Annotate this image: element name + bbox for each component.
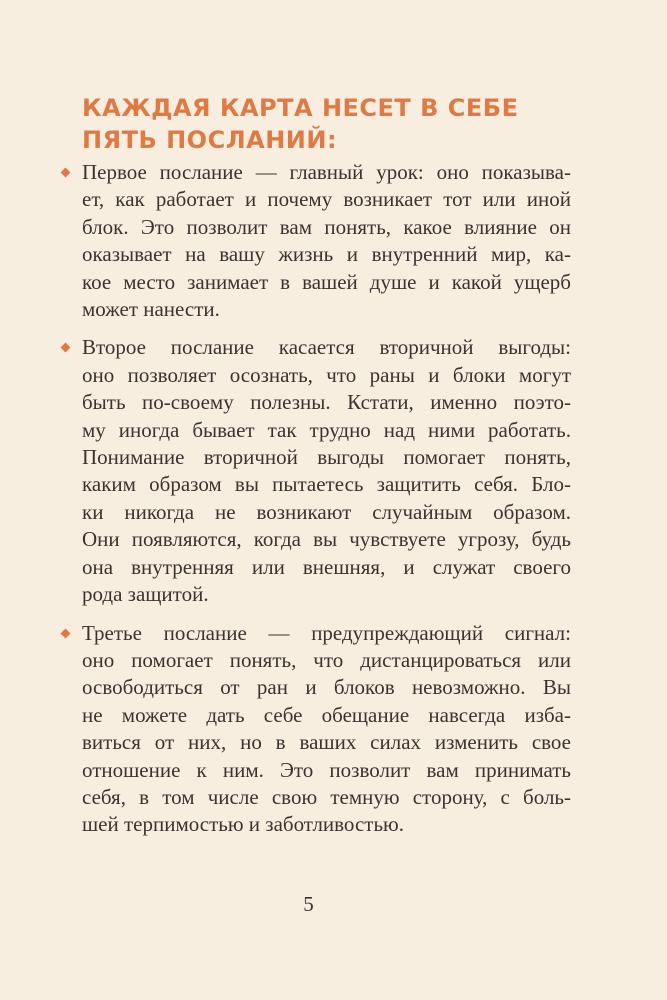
text-line: каким образом вы пытаетесь защитить себя. Бло-: [82, 472, 571, 497]
text-line: рода защитой.: [82, 582, 209, 607]
text-line: не можете дать себе обещание навсегда изба-: [82, 702, 571, 727]
list-item-second-message: [82, 334, 571, 608]
text-line: му иногда бывает так трудно над ними работать.: [82, 417, 571, 442]
text-line: Понимание вторичной выгоды помогает понять,: [82, 445, 571, 470]
page-number: 5: [303, 892, 314, 916]
bullet-diamond-icon: [61, 628, 71, 638]
text-line: Они появляются, когда вы чувствуете угрозу, будь: [82, 527, 571, 552]
text-line: кое место занимает в вашей душе и какой ущерб: [82, 269, 571, 294]
list-item-first-message: [82, 159, 571, 323]
text-line: ет, как работает и почему возникает тот или иной: [82, 187, 571, 212]
text-line: виться от них, но в ваших силах изменить свое: [82, 730, 571, 755]
text-line: оно позволяет осознать, что раны и блоки могут: [82, 362, 571, 387]
heading-line: ПЯТЬ ПОСЛАНИЙ:: [82, 126, 338, 154]
text-line: может нанести.: [82, 297, 220, 322]
text-line: оно помогает понять, что дистанцироваться или: [82, 647, 571, 672]
text-line: Первое послание — главный урок: оно показыва-: [82, 160, 571, 184]
text-line: отношение к ним. Это позволит вам принимать: [82, 757, 571, 782]
text-line: она внутренняя или внешняя, и служат своего: [82, 554, 571, 579]
message-list: [82, 159, 571, 850]
text-line: шей терпимостью и заботливостью.: [82, 812, 404, 837]
text-line: себя, в том числе свою темную сторону, с боль-: [82, 784, 571, 809]
text-line: Третье послание — предупреждающий сигнал:: [82, 620, 571, 645]
text-line: блок. Это позволит вам понять, какое влияние он: [82, 214, 571, 239]
bullet-diamond-icon: [61, 343, 71, 353]
bullet-diamond-icon: [61, 168, 71, 178]
text-line: освободиться от ран и блоков невозможно. Вы: [82, 675, 571, 700]
list-item-third-message: [82, 620, 571, 839]
text-line: Второе послание касается вторичной выгоды:: [82, 335, 571, 360]
text-line: ки никогда не возникают случайным образом.: [82, 499, 571, 524]
text-line: быть по-своему полезны. Кстати, именно поэто-: [82, 390, 571, 415]
heading-line: КАЖДАЯ КАРТА НЕСЕТ В СЕБЕ: [82, 94, 519, 122]
text-line: оказывает на вашу жизнь и внутренний мир, ка-: [82, 242, 571, 267]
section-heading: [82, 92, 602, 156]
